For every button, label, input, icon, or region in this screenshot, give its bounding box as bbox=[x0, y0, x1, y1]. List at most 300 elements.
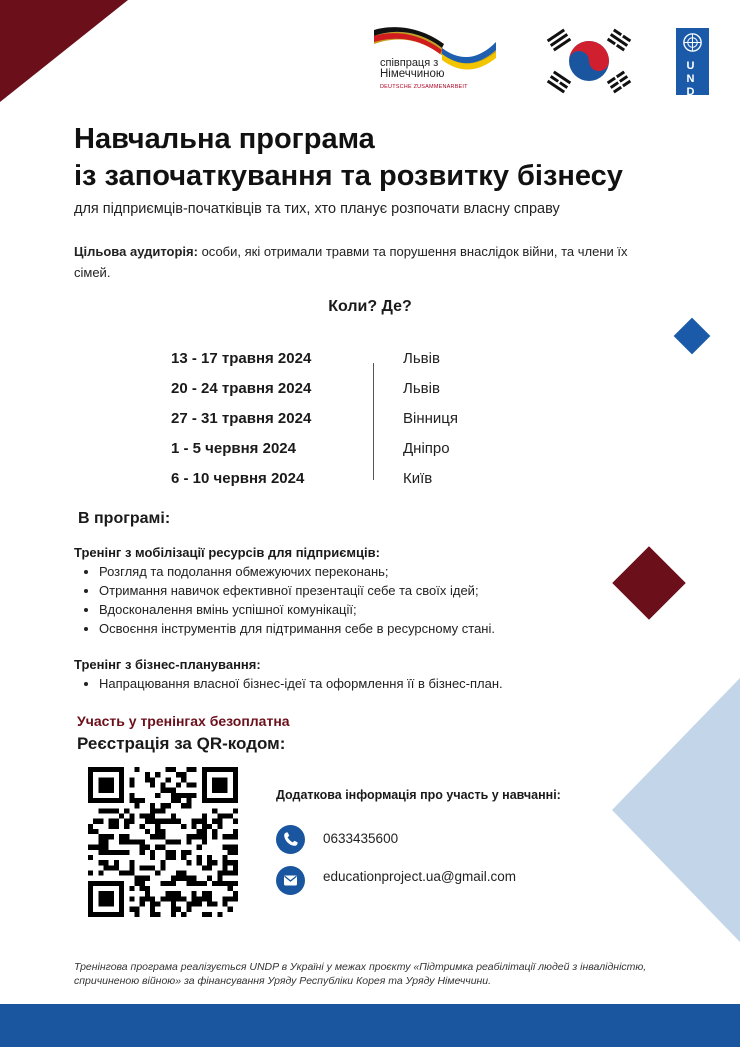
qr-module bbox=[93, 829, 98, 834]
qr-module bbox=[124, 819, 129, 824]
qr-module bbox=[88, 829, 93, 834]
qr-module bbox=[191, 901, 196, 906]
qr-module bbox=[150, 777, 155, 782]
qr-module bbox=[217, 870, 222, 875]
qr-module bbox=[222, 901, 227, 906]
qr-module bbox=[98, 834, 103, 839]
qr-module bbox=[233, 881, 238, 886]
qr-module bbox=[150, 901, 155, 906]
qr-module bbox=[140, 876, 145, 881]
qr-module bbox=[222, 845, 227, 850]
qr-module bbox=[217, 912, 222, 917]
qr-module bbox=[129, 798, 134, 803]
audience-text: особи, які отримали травми та порушення внаслідок війни, та члени їх сімей. bbox=[74, 244, 628, 280]
qr-module bbox=[98, 845, 103, 850]
qr-module bbox=[197, 855, 202, 860]
qr-module bbox=[104, 850, 109, 855]
qr-module bbox=[217, 819, 222, 824]
qr-module bbox=[191, 876, 196, 881]
qr-module bbox=[202, 865, 207, 870]
qr-module bbox=[155, 834, 160, 839]
qr-module bbox=[186, 839, 191, 844]
qr-module bbox=[155, 912, 160, 917]
qr-module bbox=[191, 824, 196, 829]
qr-module bbox=[166, 891, 171, 896]
qr-module bbox=[212, 901, 217, 906]
qr-module bbox=[228, 850, 233, 855]
qr-module bbox=[129, 860, 134, 865]
qr-module bbox=[228, 834, 233, 839]
qr-module bbox=[166, 767, 171, 772]
qr-module bbox=[145, 886, 150, 891]
list-item: • Отримання навичок ефективної презентації себе та своїх ідей; bbox=[99, 581, 495, 600]
qr-module bbox=[233, 891, 238, 896]
qr-module bbox=[129, 886, 134, 891]
qr-module bbox=[135, 798, 140, 803]
qr-module bbox=[166, 819, 171, 824]
qr-module bbox=[166, 850, 171, 855]
corner-triangle-decoration bbox=[0, 0, 128, 102]
qr-module bbox=[98, 819, 103, 824]
qr-module bbox=[150, 896, 155, 901]
qr-module bbox=[160, 834, 165, 839]
qr-module bbox=[155, 808, 160, 813]
qr-module bbox=[171, 850, 176, 855]
qr-module bbox=[155, 870, 160, 875]
qr-module bbox=[114, 819, 119, 824]
qr-module bbox=[171, 814, 176, 819]
burgundy-diamond-decoration bbox=[612, 546, 686, 620]
qr-module bbox=[114, 865, 119, 870]
qr-module bbox=[140, 886, 145, 891]
qr-module bbox=[207, 876, 212, 881]
qr-module bbox=[176, 870, 181, 875]
qr-module bbox=[176, 907, 181, 912]
qr-module bbox=[171, 881, 176, 886]
qr-module bbox=[109, 850, 114, 855]
mail-icon bbox=[276, 866, 305, 895]
qr-module bbox=[233, 865, 238, 870]
qr-module bbox=[233, 845, 238, 850]
qr-module bbox=[119, 834, 124, 839]
qr-module bbox=[140, 896, 145, 901]
title-line1: Навчальна програма bbox=[74, 123, 375, 155]
qr-module bbox=[166, 881, 171, 886]
qr-module bbox=[228, 896, 233, 901]
qr-module bbox=[98, 870, 103, 875]
qr-module bbox=[155, 901, 160, 906]
qr-module bbox=[207, 824, 212, 829]
qr-module bbox=[88, 855, 93, 860]
qr-module bbox=[150, 803, 155, 808]
audience-label: Цільова аудиторія: bbox=[74, 244, 198, 259]
qr-module bbox=[166, 855, 171, 860]
qr-module bbox=[233, 850, 238, 855]
qr-module bbox=[186, 798, 191, 803]
qr-module bbox=[93, 819, 98, 824]
germany-cooperation-text bbox=[380, 58, 468, 93]
qr-module bbox=[217, 876, 222, 881]
contacts-heading: Додаткова інформація про участь у навчанні: bbox=[276, 788, 561, 802]
blue-diamond-decoration bbox=[674, 318, 711, 355]
qr-module bbox=[160, 881, 165, 886]
schedule-city: Вінниця bbox=[403, 410, 458, 427]
qr-module bbox=[150, 834, 155, 839]
qr-module bbox=[228, 814, 233, 819]
qr-module bbox=[109, 824, 114, 829]
qr-module bbox=[212, 819, 217, 824]
qr-module bbox=[145, 819, 150, 824]
qr-module bbox=[145, 772, 150, 777]
light-blue-triangle-decoration bbox=[612, 678, 740, 942]
schedule-city: Львів bbox=[403, 350, 440, 367]
qr-module bbox=[197, 896, 202, 901]
qr-module bbox=[129, 777, 134, 782]
qr-module bbox=[171, 896, 176, 901]
korea-flag-logo bbox=[545, 26, 633, 96]
title-line2: із започаткування та розвитку бізнесу bbox=[74, 160, 623, 192]
qr-module bbox=[160, 788, 165, 793]
germany-small: DEUTSCHE ZUSAMMENARBEIT bbox=[380, 84, 468, 90]
schedule-date: 27 - 31 травня 2024 bbox=[171, 410, 312, 427]
qr-module bbox=[124, 808, 129, 813]
qr-module bbox=[160, 860, 165, 865]
qr-module bbox=[166, 788, 171, 793]
contact-email[interactable]: educationproject.ua@gmail.com bbox=[323, 869, 517, 884]
qr-module bbox=[222, 865, 227, 870]
qr-module bbox=[212, 777, 228, 793]
qr-module bbox=[129, 865, 134, 870]
qr-module bbox=[228, 886, 233, 891]
qr-module bbox=[104, 808, 109, 813]
qr-module bbox=[145, 876, 150, 881]
qr-module bbox=[228, 870, 233, 875]
qr-module bbox=[217, 814, 222, 819]
qr-module bbox=[135, 767, 140, 772]
qr-module bbox=[129, 839, 134, 844]
qr-module bbox=[181, 870, 186, 875]
qr-module bbox=[140, 839, 145, 844]
qr-module bbox=[222, 881, 227, 886]
qr-module bbox=[186, 901, 191, 906]
qr-module bbox=[145, 845, 150, 850]
qr-module bbox=[171, 798, 176, 803]
qr-module bbox=[176, 772, 181, 777]
qr-module bbox=[228, 907, 233, 912]
qr-module bbox=[171, 912, 176, 917]
qr-module bbox=[233, 834, 238, 839]
qr-module bbox=[202, 819, 207, 824]
qr-module bbox=[212, 834, 217, 839]
undp-letters bbox=[676, 60, 709, 112]
qr-module bbox=[171, 855, 176, 860]
qr-module bbox=[124, 834, 129, 839]
qr-module bbox=[202, 896, 207, 901]
qr-module bbox=[114, 850, 119, 855]
qr-module bbox=[233, 860, 238, 865]
qr-module bbox=[233, 829, 238, 834]
qr-module bbox=[129, 896, 134, 901]
schedule-date: 13 - 17 травня 2024 bbox=[171, 350, 312, 367]
qr-module bbox=[140, 845, 145, 850]
qr-module bbox=[191, 896, 196, 901]
qr-module bbox=[145, 829, 150, 834]
qr-module bbox=[166, 896, 171, 901]
list-item: • Освоєння інструментів для підтримання себе в ресурсному стані. bbox=[99, 619, 495, 638]
qr-module bbox=[233, 819, 238, 824]
qr-module bbox=[160, 845, 165, 850]
qr-module bbox=[140, 865, 145, 870]
qr-module bbox=[98, 839, 103, 844]
qr-module bbox=[202, 912, 207, 917]
qr-module bbox=[109, 808, 114, 813]
qr-module bbox=[98, 891, 114, 907]
qr-module bbox=[129, 907, 134, 912]
qr-module bbox=[191, 834, 196, 839]
qr-module bbox=[155, 845, 160, 850]
qr-module bbox=[160, 803, 165, 808]
qr-module bbox=[176, 798, 181, 803]
qr-module bbox=[124, 824, 129, 829]
page-title bbox=[74, 121, 623, 195]
qr-module bbox=[176, 793, 181, 798]
qr-module bbox=[212, 829, 217, 834]
qr-module bbox=[186, 850, 191, 855]
qr-module bbox=[207, 912, 212, 917]
qr-module bbox=[88, 870, 93, 875]
undp-letter: D bbox=[686, 86, 699, 98]
qr-module bbox=[166, 803, 171, 808]
qr-module bbox=[140, 824, 145, 829]
bottom-bar bbox=[0, 1004, 740, 1047]
qr-module bbox=[145, 814, 150, 819]
qr-module bbox=[186, 793, 191, 798]
qr-module bbox=[181, 777, 186, 782]
qr-module bbox=[207, 865, 212, 870]
qr-module bbox=[228, 860, 233, 865]
target-audience bbox=[74, 241, 654, 283]
section-title: Тренінг з мобілізації ресурсів для підприємців: bbox=[74, 545, 380, 560]
qr-module bbox=[217, 881, 222, 886]
qr-module bbox=[197, 845, 202, 850]
qr-module bbox=[135, 881, 140, 886]
qr-module bbox=[124, 850, 129, 855]
qr-module bbox=[135, 876, 140, 881]
qr-module bbox=[109, 834, 114, 839]
qr-module bbox=[217, 824, 222, 829]
qr-module bbox=[222, 896, 227, 901]
qr-module bbox=[186, 767, 191, 772]
qr-module bbox=[160, 865, 165, 870]
qr-module bbox=[155, 824, 160, 829]
qr-module bbox=[98, 860, 103, 865]
qr-module bbox=[202, 814, 207, 819]
qr-module bbox=[202, 891, 207, 896]
schedule-city: Київ bbox=[403, 470, 433, 487]
qr-module bbox=[228, 845, 233, 850]
qr-module bbox=[93, 845, 98, 850]
qr-module bbox=[166, 839, 171, 844]
qr-module bbox=[186, 803, 191, 808]
qr-module bbox=[222, 834, 227, 839]
qr-module bbox=[140, 881, 145, 886]
qr-module bbox=[212, 808, 217, 813]
qr-module bbox=[171, 788, 176, 793]
undp-letter: N bbox=[686, 73, 699, 85]
qr-module bbox=[222, 870, 227, 875]
qr-module bbox=[129, 793, 134, 798]
qr-module bbox=[150, 814, 155, 819]
qr-module bbox=[104, 839, 109, 844]
qr-module bbox=[145, 865, 150, 870]
qr-module bbox=[222, 860, 227, 865]
qr-module bbox=[104, 865, 109, 870]
qr-module bbox=[202, 824, 207, 829]
qr-module bbox=[171, 767, 176, 772]
qr-module bbox=[191, 767, 196, 772]
qr-module bbox=[202, 881, 207, 886]
qr-module bbox=[197, 819, 202, 824]
list-item: • Розгляд та подолання обмежуючих переконань; bbox=[99, 562, 495, 581]
qr-module bbox=[160, 808, 165, 813]
qr-module bbox=[171, 819, 176, 824]
page-subtitle: для підприємців-початківців та тих, хто планує розпочати власну справу bbox=[74, 201, 560, 217]
qr-module bbox=[129, 783, 134, 788]
qr-module bbox=[186, 876, 191, 881]
qr-module bbox=[150, 855, 155, 860]
qr-module bbox=[197, 834, 202, 839]
qr-module bbox=[191, 891, 196, 896]
qr-module bbox=[212, 881, 217, 886]
qr-module bbox=[176, 896, 181, 901]
qr-module bbox=[140, 850, 145, 855]
qr-module bbox=[88, 824, 93, 829]
qr-module bbox=[212, 860, 217, 865]
qr-module bbox=[129, 814, 134, 819]
qr-module bbox=[207, 860, 212, 865]
qr-module bbox=[181, 793, 186, 798]
qr-module bbox=[181, 912, 186, 917]
qr-module bbox=[98, 777, 114, 793]
qr-module bbox=[135, 839, 140, 844]
qr-module bbox=[176, 891, 181, 896]
qr-module bbox=[186, 783, 191, 788]
qr-module bbox=[171, 839, 176, 844]
qr-module bbox=[171, 907, 176, 912]
qr-module bbox=[114, 824, 119, 829]
qr-module bbox=[160, 783, 165, 788]
qr-module bbox=[129, 870, 134, 875]
qr-module bbox=[150, 808, 155, 813]
qr-module bbox=[202, 839, 207, 844]
qr-module bbox=[186, 881, 191, 886]
qr-module bbox=[197, 860, 202, 865]
qr-module bbox=[191, 783, 196, 788]
qr-module bbox=[181, 896, 186, 901]
qr-module bbox=[191, 819, 196, 824]
qr-module bbox=[197, 901, 202, 906]
qr-module bbox=[166, 777, 171, 782]
qr-module bbox=[171, 891, 176, 896]
qr-module bbox=[155, 829, 160, 834]
qr-module bbox=[197, 829, 202, 834]
qr-module bbox=[119, 839, 124, 844]
qr-module bbox=[140, 798, 145, 803]
qr-module bbox=[119, 850, 124, 855]
qr-module bbox=[160, 819, 165, 824]
qr-module bbox=[197, 881, 202, 886]
qr-module bbox=[181, 876, 186, 881]
qr-module bbox=[207, 855, 212, 860]
phone-icon bbox=[276, 825, 305, 854]
qr-module bbox=[181, 855, 186, 860]
qr-module bbox=[155, 819, 160, 824]
qr-module bbox=[171, 901, 176, 906]
qr-module bbox=[202, 829, 207, 834]
footer-note: Тренінгова програма реалізується UNDP в Україні у межах проєкту «Підтримка реабілітації людей з інвалідністю, спричиненою війною» за фінансування Уряду Республіки Корея та Уряду Німеччини. bbox=[74, 961, 647, 987]
schedule-city: Дніпро bbox=[403, 440, 450, 457]
qr-module bbox=[88, 845, 93, 850]
qr-module bbox=[150, 850, 155, 855]
qr-module bbox=[104, 860, 109, 865]
qr-module bbox=[150, 819, 155, 824]
qr-module bbox=[145, 891, 150, 896]
qr-module bbox=[181, 803, 186, 808]
section-title: Тренінг з бізнес-планування: bbox=[74, 657, 261, 672]
list-item: • Вдосконалення вмінь успішної комунікації; bbox=[99, 600, 495, 619]
schedule-heading: Коли? Де? bbox=[328, 298, 412, 315]
qr-module bbox=[114, 808, 119, 813]
qr-module bbox=[186, 907, 191, 912]
undp-letter: U bbox=[686, 60, 699, 72]
qr-registration-label: Реєстрація за QR-кодом: bbox=[77, 734, 286, 753]
qr-module bbox=[155, 793, 160, 798]
qr-module bbox=[98, 808, 103, 813]
qr-module bbox=[233, 896, 238, 901]
registration-qr-code[interactable] bbox=[88, 766, 238, 918]
qr-module bbox=[129, 819, 134, 824]
qr-module bbox=[207, 901, 212, 906]
qr-module bbox=[135, 803, 140, 808]
qr-module bbox=[176, 876, 181, 881]
qr-module bbox=[104, 834, 109, 839]
free-participation-note: Участь у тренінгах безоплатна bbox=[77, 713, 290, 729]
qr-module bbox=[233, 808, 238, 813]
qr-module bbox=[171, 876, 176, 881]
schedule-divider bbox=[373, 363, 374, 480]
qr-module bbox=[119, 870, 124, 875]
contact-phone[interactable]: 0633435600 bbox=[323, 831, 399, 846]
qr-module bbox=[222, 814, 227, 819]
undp-letter: P bbox=[686, 99, 699, 111]
qr-module bbox=[207, 896, 212, 901]
qr-module bbox=[176, 839, 181, 844]
qr-module bbox=[222, 855, 227, 860]
qr-module bbox=[145, 777, 150, 782]
program-section-business-planning bbox=[74, 657, 503, 693]
qr-module bbox=[119, 814, 124, 819]
qr-module bbox=[135, 912, 140, 917]
qr-module bbox=[181, 824, 186, 829]
qr-module bbox=[109, 865, 114, 870]
qr-module bbox=[124, 870, 129, 875]
qr-module bbox=[186, 860, 191, 865]
germany-line2: Німеччиною bbox=[380, 68, 445, 80]
qr-module bbox=[228, 881, 233, 886]
qr-module bbox=[181, 772, 186, 777]
list-item: • Напрацювання власної бізнес-ідеї та оформлення її в бізнес-план. bbox=[99, 674, 503, 693]
qr-module bbox=[145, 896, 150, 901]
